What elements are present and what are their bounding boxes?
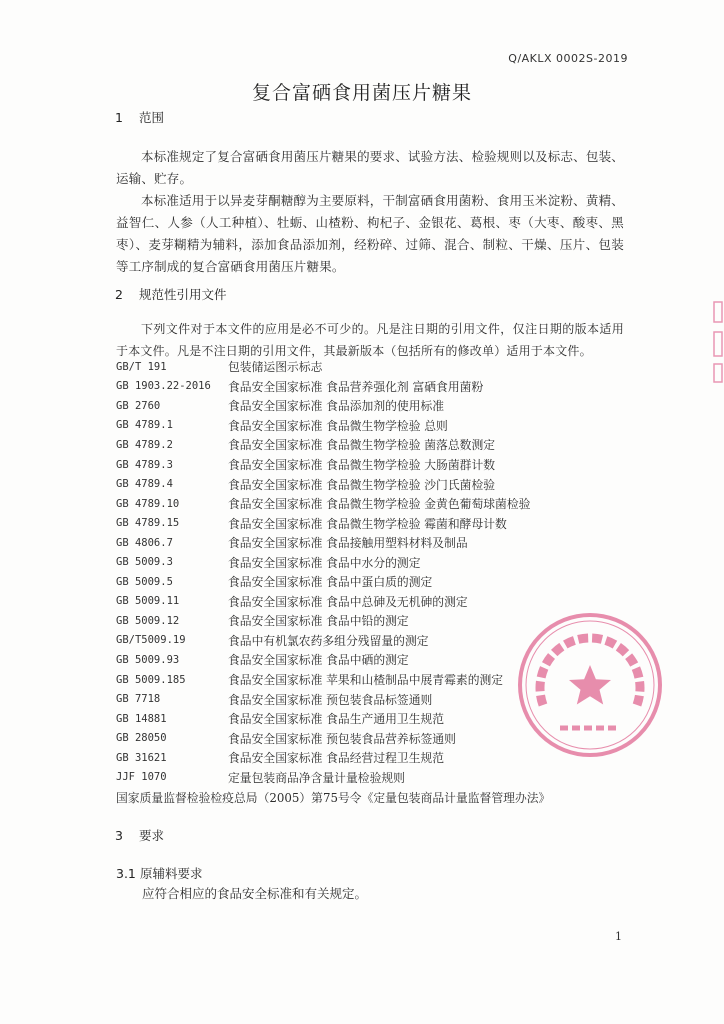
reference-code: GB 31621 [116, 751, 167, 764]
reference-row [116, 494, 636, 514]
reference-code: GB 4789.10 [116, 497, 180, 510]
section-title: 规范性引用文件 [139, 287, 227, 302]
raw-materials-text: 应符合相应的食品安全标准和有关规定。 [142, 886, 368, 901]
subsection-title: 原辅料要求 [140, 866, 203, 881]
reference-row [116, 474, 636, 494]
reference-title: 食品安全国家标准 预包装食品标签通则 [228, 692, 433, 707]
reference-code: GB 4806.7 [116, 536, 173, 549]
decree-reference: 国家质量监督检验检疫总局（2005）第75号令《定量包装商品计量监督管理办法》 [116, 791, 551, 805]
reference-title: 食品安全国家标准 食品营养强化剂 富硒食用菌粉 [228, 379, 484, 394]
reference-title: 食品安全国家标准 食品中铅的测定 [228, 614, 409, 629]
reference-row [116, 592, 636, 612]
reference-code: GB 7718 [116, 693, 161, 706]
section-heading-requirements [115, 826, 164, 844]
document-title: 复合富硒食用菌压片糖果 [251, 82, 472, 104]
reference-title: 食品安全国家标准 食品中蛋白质的测定 [228, 575, 433, 590]
reference-code: GB 4789.4 [116, 478, 173, 491]
reference-code: GB 4789.2 [116, 438, 173, 451]
reference-code: GB 5009.3 [116, 556, 173, 569]
reference-code: GB/T5009.19 [116, 634, 186, 647]
scope-paragraph-1: 本标准规定了复合富硒食用菌压片糖果的要求、试验方法、检验规则以及标志、包装、运输、贮存。 [116, 149, 624, 186]
reference-title: 定量包装商品净含量计量检验规则 [228, 770, 405, 785]
reference-title: 食品安全国家标准 食品微生物学检验 大肠菌群计数 [228, 458, 496, 472]
reference-title: 食品安全国家标准 食品微生物学检验 沙门氏菌检验 [228, 477, 496, 492]
reference-code: GB 4789.15 [116, 517, 180, 530]
reference-code: GB 4789.1 [116, 419, 173, 432]
reference-title: 食品安全国家标准 食品微生物学检验 霉菌和酵母计数 [228, 516, 507, 531]
company-seal-stamp [515, 610, 665, 760]
reference-title: 食品安全国家标准 食品生产通用卫生规范 [228, 712, 445, 727]
reference-title: 食品安全国家标准 食品经营过程卫生规范 [228, 751, 445, 766]
reference-title: 食品安全国家标准 食品添加剂的使用标准 [228, 399, 445, 414]
reference-code: GB 2760 [116, 399, 161, 412]
normative-intro: 下列文件对于本文件的应用是必不可少的。凡是注日期的引用文件，仅注日期的版本适用于本文件。凡是不注日期的引用文件，其最新版本（包括所有的修改单）适用于本文件。 [116, 322, 624, 358]
reference-title: 包装储运图示标志 [228, 360, 323, 375]
section-heading-scope [115, 108, 164, 126]
section-number: 3 [115, 828, 123, 843]
reference-title: 食品安全国家标准 食品微生物学检验 总则 [228, 418, 448, 433]
section-number: 1 [115, 110, 123, 125]
reference-code: JJF 1070 [116, 771, 167, 784]
subsection-heading-raw-materials [116, 864, 203, 882]
reference-row [116, 377, 636, 397]
reference-code: GB 28050 [116, 732, 167, 745]
section-title: 要求 [139, 828, 165, 843]
standard-code: Q/AKLX 0002S-2019 [508, 52, 628, 65]
reference-code: GB 5009.11 [116, 595, 180, 608]
reference-row [116, 572, 636, 592]
reference-code: GB/T 191 [116, 360, 167, 373]
scope-paragraph-2: 本标准适用于以异麦芽酮糖醇为主要原料，干制富硒食用菌粉、食用玉米淀粉、黄精、益智仁、人参（人工种植）、牡蛎、山楂粉、枸杞子、金银花、葛根、枣（大枣、酸枣、黑枣）、麦芽糊精为辅料，添加食品添加剂，经粉碎、过筛、混合、制粒、干燥、压片、包装等工序制成的复合富硒食用菌压片糖果。 [116, 193, 624, 274]
reference-code: GB 4789.3 [116, 458, 173, 471]
reference-code: GB 1903.22-2016 [116, 380, 211, 393]
reference-title: 食品安全国家标准 食品微生物学检验 金黄色葡萄球菌检验 [228, 497, 531, 512]
reference-title: 食品安全国家标准 食品接触用塑料材料及制品 [228, 536, 468, 551]
reference-title: 食品安全国家标准 苹果和山楂制品中展青霉素的测定 [228, 673, 504, 688]
reference-row [116, 533, 636, 553]
reference-title: 食品安全国家标准 食品微生物学检验 菌落总数测定 [228, 438, 496, 453]
reference-title: 食品安全国家标准 预包装食品营养标签通则 [228, 731, 456, 746]
reference-row [116, 357, 636, 377]
reference-row [116, 435, 636, 455]
reference-code: GB 5009.93 [116, 653, 180, 666]
edge-stamp-fragment [712, 298, 724, 388]
reference-title: 食品安全国家标准 食品中总砷及无机砷的测定 [228, 594, 468, 609]
reference-title: 食品安全国家标准 食品中硒的测定 [228, 653, 409, 668]
reference-code: GB 5009.12 [116, 614, 180, 627]
reference-row [116, 513, 636, 533]
reference-code: GB 5009.185 [116, 673, 186, 686]
reference-row [116, 767, 636, 787]
reference-row [116, 416, 636, 436]
reference-title: 食品安全国家标准 食品中水分的测定 [228, 555, 421, 570]
subsection-number: 3.1 [116, 866, 136, 881]
reference-row [116, 396, 636, 416]
reference-code: GB 5009.5 [116, 575, 173, 588]
reference-row [116, 552, 636, 572]
section-number: 2 [115, 287, 123, 302]
reference-title: 食品中有机氯农药多组分残留量的测定 [228, 633, 429, 648]
reference-row [116, 455, 636, 475]
page-number: 1 [615, 930, 622, 943]
section-heading-normative [115, 285, 227, 303]
section-title: 范围 [139, 110, 165, 125]
reference-code: GB 14881 [116, 712, 167, 725]
